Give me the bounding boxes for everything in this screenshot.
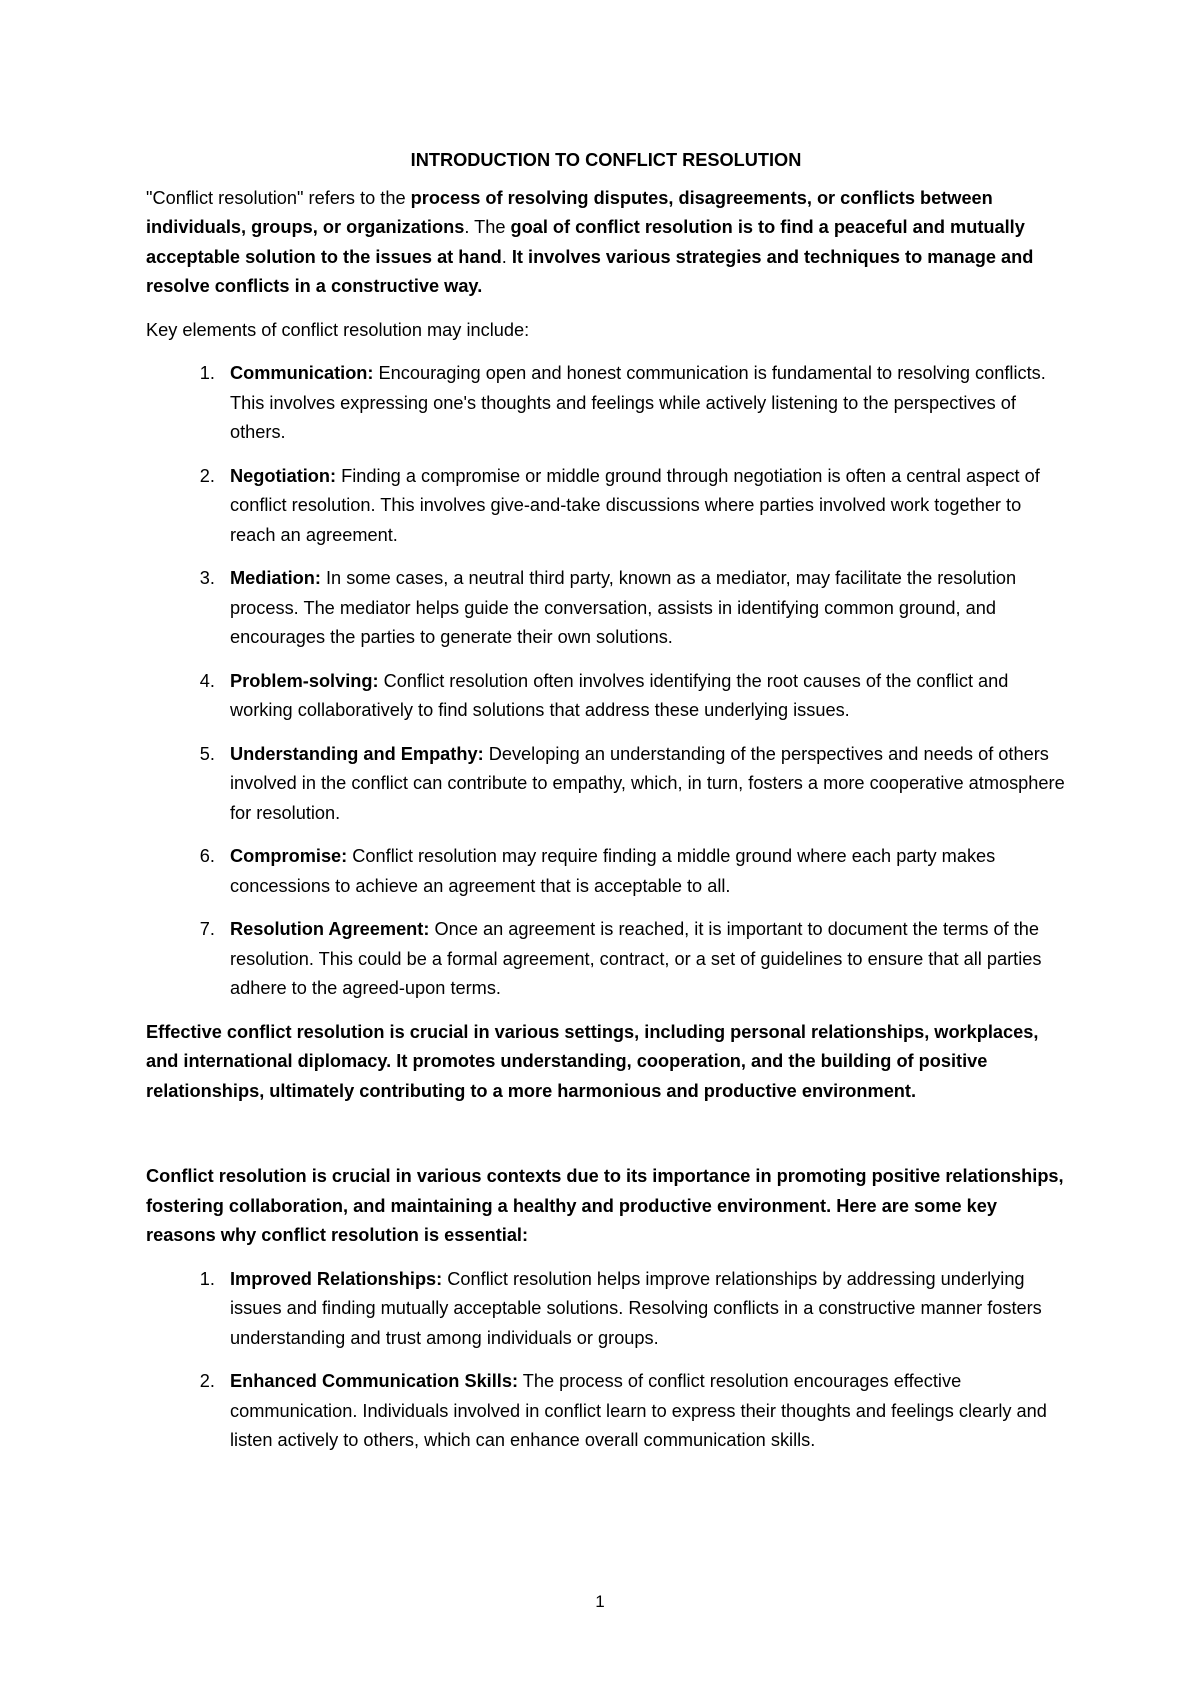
page-number: 1	[595, 1592, 605, 1611]
reason-text: Conflict resolution helps improve relationships by addressing underlying issues and finding mutually acceptable solutions. Resolving conflicts in a constructive manner fosters understanding and trust among individuals or groups.	[230, 1268, 1042, 1348]
key-element-text: Finding a compromise or middle ground through negotiation is often a central aspect of conflict resolution. This involves give-and-take discussions where parties involved work together to reach an agreement.	[230, 465, 1040, 545]
intro-paragraph	[146, 184, 1066, 302]
key-element-text: In some cases, a neutral third party, known as a mediator, may facilitate the resolution process. The mediator helps guide the conversation, assists in identifying common ground, and encourages the parties to generate their own solutions.	[230, 568, 1017, 647]
intro-text-2: . The	[464, 217, 511, 237]
key-element-item	[220, 915, 1066, 1004]
key-element-text: Once an agreement is reached, it is important to document the terms of the resolution. This could be a formal agreement, contract, or a set of guidelines to ensure that all parties adhere to the agreed-upon terms.	[230, 919, 1042, 998]
reason-term: Enhanced Communication Skills:	[230, 1371, 519, 1391]
intro-bold-3: It involves various strategies and techniques to manage and resolve conflicts in a constructive way.	[146, 246, 1034, 296]
key-element-term: Understanding and Empathy:	[230, 743, 484, 764]
reasons-intro-paragraph	[146, 1162, 1066, 1251]
intro-text-3: .	[501, 246, 512, 267]
intro-text-1: "Conflict resolution" refers to the	[146, 187, 411, 208]
key-element-item	[220, 462, 1066, 551]
key-element-item	[220, 667, 1066, 726]
summary-text: Effective conflict resolution is crucial in various settings, including personal relationships, workplaces, and international diplomacy. It promotes understanding, cooperation, and the building of positive relationships, ultimately contributing to a more harmonious and productive environment.	[146, 1021, 1039, 1101]
document-body	[146, 146, 1066, 1470]
intro-bold-2: goal of conflict resolution is to find a peaceful and mutually acceptable solution to the issues at hand	[146, 217, 1025, 267]
key-element-item	[220, 740, 1066, 829]
key-element-term: Negotiation:	[230, 465, 337, 486]
key-element-term: Problem-solving:	[230, 670, 379, 691]
paragraph-spacer	[146, 1120, 1066, 1162]
key-element-item	[220, 359, 1066, 448]
key-element-term: Communication:	[230, 363, 374, 383]
key-element-item	[220, 842, 1066, 901]
summary-paragraph	[146, 1018, 1066, 1107]
intro-bold-1: process of resolving disputes, disagreements, or conflicts between individuals, groups, or organizations	[146, 187, 993, 237]
key-element-text: Conflict resolution may require finding a middle ground where each party makes concessions to achieve an agreement that is acceptable to all.	[230, 846, 996, 896]
reason-item	[220, 1265, 1066, 1354]
key-element-term: Mediation:	[230, 568, 321, 588]
key-element-text: Conflict resolution often involves identifying the root causes of the conflict and working collaboratively to find solutions that address these underlying issues.	[230, 670, 1009, 720]
key-element-item	[220, 564, 1066, 653]
document-title: INTRODUCTION TO CONFLICT RESOLUTION	[410, 150, 802, 170]
key-element-term: Compromise:	[230, 846, 348, 866]
reason-item	[220, 1367, 1066, 1456]
key-element-text: Encouraging open and honest communication is fundamental to resolving conflicts. This involves expressing one's thoughts and feelings while actively listening to the perspectives of others.	[230, 363, 1046, 442]
key-element-term: Resolution Agreement:	[230, 919, 430, 939]
reason-term: Improved Relationships:	[230, 1268, 443, 1289]
key-elements-intro: Key elements of conflict resolution may include:	[146, 319, 530, 340]
reasons-intro-text: Conflict resolution is crucial in various contexts due to its importance in promoting positive relationships, fostering collaboration, and maintaining a healthy and productive environment. Here are some key reasons why conflict resolution is essential:	[146, 1166, 1064, 1245]
reasons-list	[146, 1265, 1066, 1456]
reason-text: The process of conflict resolution encourages effective communication. Individuals involved in conflict learn to express their thoughts and feelings clearly and listen actively to others, which can enhance overall communication skills.	[230, 1371, 1047, 1450]
key-element-text: Developing an understanding of the perspectives and needs of others involved in the conflict can contribute to empathy, which, in turn, fosters a more cooperative atmosphere for resolution.	[230, 743, 1065, 823]
key-elements-list	[146, 359, 1066, 1004]
